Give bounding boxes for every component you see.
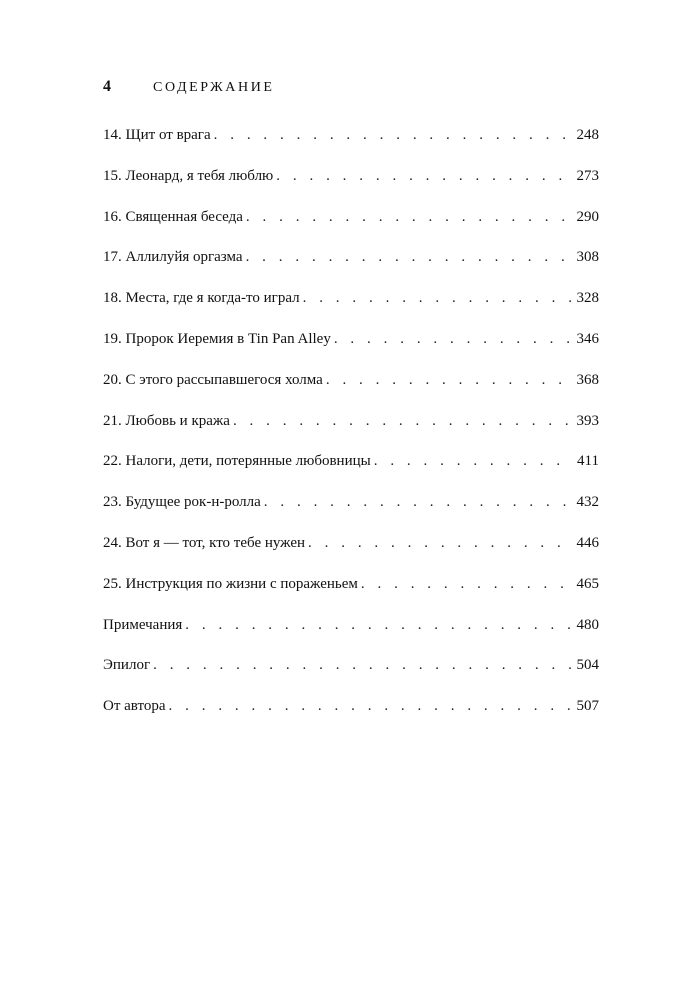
toc-entry-page: 465 xyxy=(576,575,599,592)
toc-entry-title: 20. С этого рассыпавшегося холма xyxy=(103,371,323,388)
page-header xyxy=(103,78,275,100)
toc-entry-title: 25. Инструкция по жизни с пораженьем xyxy=(103,575,358,592)
dot-leader xyxy=(308,535,572,552)
toc-entry xyxy=(103,168,599,209)
toc-entry-title: Эпилог xyxy=(103,657,151,674)
toc-entry-page: 346 xyxy=(576,330,599,347)
toc-entry-title: Примечания xyxy=(103,616,183,633)
toc-entry xyxy=(103,127,599,168)
dot-leader xyxy=(374,453,573,470)
dot-leader xyxy=(246,209,573,226)
dot-leader xyxy=(326,372,573,389)
toc-entry-page: 308 xyxy=(576,249,599,266)
toc-entry xyxy=(103,698,599,739)
dot-leader xyxy=(303,290,573,307)
toc-entry-page: 507 xyxy=(576,698,599,715)
dot-leader xyxy=(233,413,573,430)
toc-entry-page: 411 xyxy=(577,453,599,470)
running-head: СОДЕРЖАНИЕ xyxy=(153,80,275,95)
toc-entry-page: 248 xyxy=(576,127,599,143)
toc-entry xyxy=(103,372,599,413)
toc-entry-page: 328 xyxy=(576,290,599,307)
toc-entry-title: 19. Пророк Иеремия в Tin Pan Alley xyxy=(103,330,331,347)
toc-entry xyxy=(103,249,599,290)
dot-leader xyxy=(185,617,572,634)
toc-entry xyxy=(103,576,599,617)
toc-entry-title: 18. Места, где я когда-то играл xyxy=(103,290,300,307)
page-number: 4 xyxy=(103,78,111,95)
toc-entry xyxy=(103,617,599,658)
toc-entry-page: 432 xyxy=(576,494,599,511)
toc-entry-page: 273 xyxy=(576,167,599,184)
toc-entry xyxy=(103,413,599,454)
toc-entry-page: 290 xyxy=(576,208,599,225)
toc-entry xyxy=(103,331,599,372)
toc-entry-page: 368 xyxy=(576,371,599,388)
dot-leader xyxy=(334,331,573,348)
dot-leader xyxy=(361,576,573,593)
toc-entry-title: 16. Священная беседа xyxy=(103,208,243,225)
toc-entry-title: 21. Любовь и кража xyxy=(103,412,230,429)
dot-leader xyxy=(246,249,573,266)
toc-entry-page: 446 xyxy=(576,534,599,551)
dot-leader xyxy=(153,657,572,674)
toc-entry-title: 22. Налоги, дети, потерянные любовницы xyxy=(103,453,371,470)
toc-entry xyxy=(103,209,599,250)
toc-entry xyxy=(103,494,599,535)
toc-entry xyxy=(103,453,599,494)
toc-entry-title: 15. Леонард, я тебя люблю xyxy=(103,167,274,184)
toc-entry-title: От автора xyxy=(103,698,166,715)
dot-leader xyxy=(169,698,573,715)
toc-entry-page: 393 xyxy=(576,412,599,429)
toc-entry xyxy=(103,657,599,698)
dot-leader xyxy=(264,494,573,511)
toc-entry-title: 17. Аллилуйя оргазма xyxy=(103,249,243,266)
dot-leader xyxy=(214,127,573,144)
toc-entry-page: 480 xyxy=(576,616,599,633)
toc-entry xyxy=(103,290,599,331)
toc-entry-title: 23. Будущее рок-н-ролла xyxy=(103,494,261,511)
table-of-contents xyxy=(103,127,599,739)
toc-entry-page: 504 xyxy=(576,657,599,674)
dot-leader xyxy=(276,168,572,185)
toc-entry-title: 24. Вот я — тот, кто тебе нужен xyxy=(103,534,306,551)
toc-entry xyxy=(103,535,599,576)
toc-entry-title: 14. Щит от врага xyxy=(103,127,211,143)
